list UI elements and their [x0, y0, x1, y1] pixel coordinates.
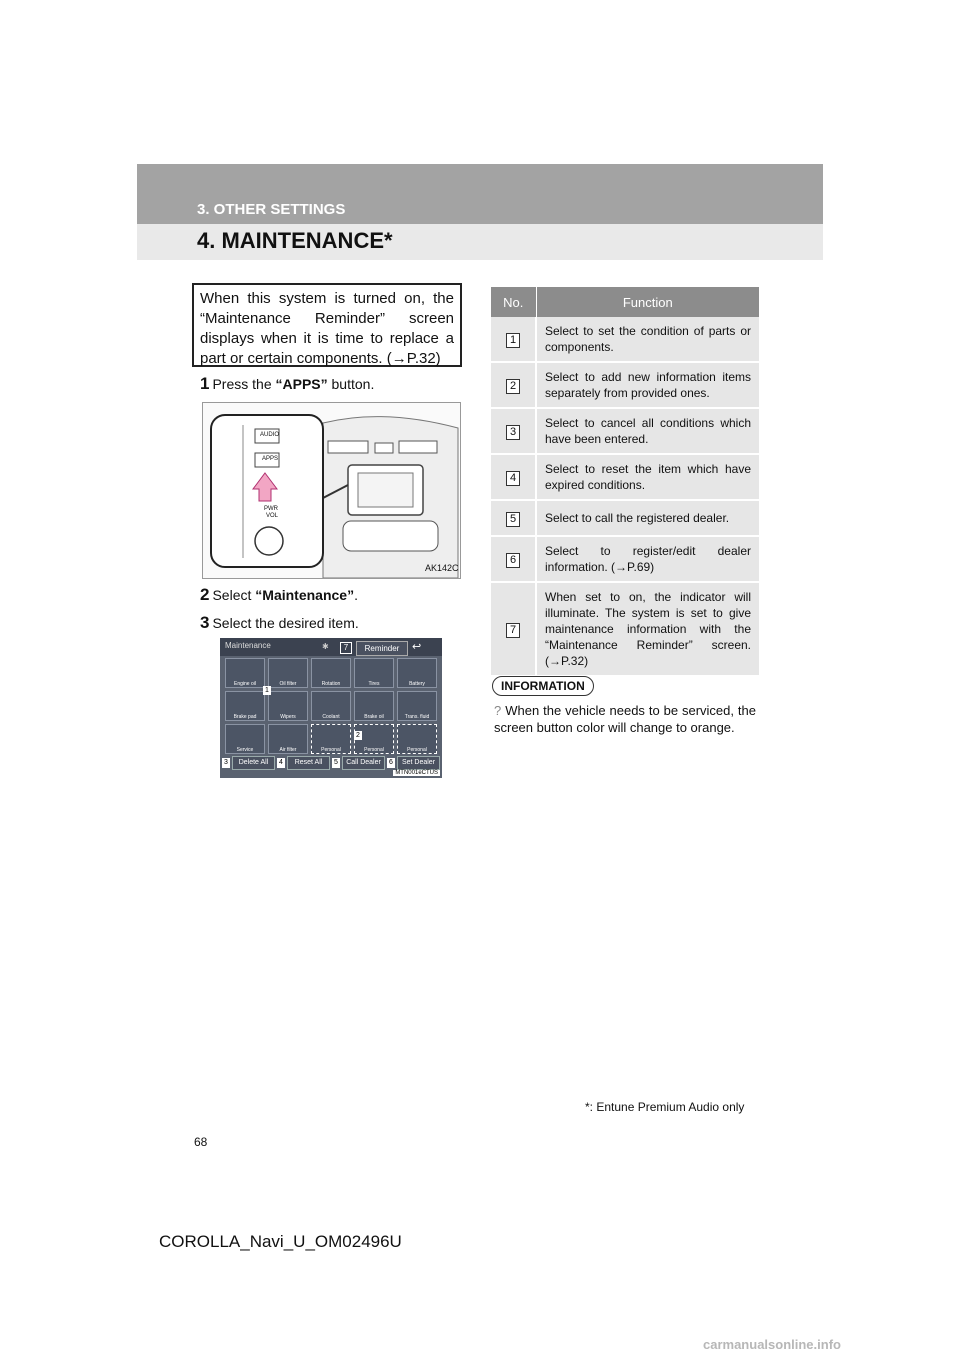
tile-coolant[interactable]: Coolant: [311, 691, 351, 721]
function-table: [491, 287, 759, 677]
tile-trans-fluid[interactable]: Trans. fluid: [397, 691, 437, 721]
callout-3: 3: [222, 758, 230, 768]
table-row: [491, 454, 759, 500]
figure-code: MTN001eCTUS: [395, 770, 438, 776]
reminder-button[interactable]: Reminder: [356, 641, 408, 656]
tile-battery[interactable]: Battery: [397, 658, 437, 688]
call-dealer-button[interactable]: Call Dealer: [342, 756, 385, 770]
item-number: 6: [506, 553, 520, 568]
step-number: 3: [200, 613, 210, 632]
intro-box: When this system is turned on, the “Maintenance Reminder” screen displays when it is time to replace a part or certain components. (→P.32): [192, 283, 462, 367]
tile-personal[interactable]: Personal: [354, 724, 394, 754]
tile-wipers[interactable]: Wipers: [268, 691, 308, 721]
tile-rotation[interactable]: Rotation: [311, 658, 351, 688]
bullet: ?: [494, 703, 502, 718]
tile-personal[interactable]: Personal: [311, 724, 351, 754]
tile-engine-oil[interactable]: Engine oil: [225, 658, 265, 688]
function-text: When set to on, the indicator will illuminate. The system is set to give maintenance information with the “Maintenance Reminder” screen. (→P.32): [536, 582, 759, 676]
table-row: [491, 362, 759, 408]
pwr-label: PWR: [264, 506, 278, 512]
table-row: [491, 582, 759, 676]
tile-air-filter[interactable]: Air filter: [268, 724, 308, 754]
item-number: 7: [506, 623, 520, 638]
figure-code: AK142C: [425, 563, 459, 573]
item-number: 1: [506, 333, 520, 348]
tile-brake-oil[interactable]: Brake oil: [354, 691, 394, 721]
back-arrow-icon[interactable]: ↩: [412, 641, 422, 653]
information-badge: INFORMATION: [492, 676, 594, 696]
callout-2: 2: [354, 731, 362, 740]
dashboard-figure: [202, 402, 461, 579]
apps-button-label: APPS: [262, 456, 279, 462]
callout-6: 6: [387, 758, 395, 768]
table-row: [491, 500, 759, 536]
function-text: Select to reset the item which have expired conditions.: [536, 454, 759, 500]
watermark: carmanualsonline.info: [703, 1337, 841, 1352]
callout-5: 5: [332, 758, 340, 768]
screen-title: Maintenance: [225, 641, 271, 650]
step-1: 1 Press the “APPS” button.: [200, 374, 375, 393]
reset-all-button[interactable]: Reset All: [287, 756, 330, 770]
column-header-no: No.: [491, 287, 536, 317]
table-row: [491, 317, 759, 362]
item-number: 5: [506, 512, 520, 527]
callout-7: 7: [340, 642, 352, 654]
bluetooth-icon: ✱: [322, 642, 329, 651]
tile-grid: [225, 658, 437, 756]
callout-1: 1: [263, 686, 271, 695]
step-number: 1: [200, 374, 210, 393]
table-row: [491, 408, 759, 454]
tile-brake-pad[interactable]: Brake pad: [225, 691, 265, 721]
tile-service[interactable]: Service: [225, 724, 265, 754]
maintenance-screen-figure: [220, 638, 442, 778]
table-row: [491, 536, 759, 582]
step-3: 3 Select the desired item.: [200, 613, 359, 632]
item-number: 4: [506, 471, 520, 486]
section-label: 3. OTHER SETTINGS: [197, 201, 346, 218]
function-text: Select to call the registered dealer.: [536, 500, 759, 536]
bottom-button-bar: [220, 756, 442, 770]
information-text: ? When the vehicle needs to be serviced, the screen button color will change to orange.: [494, 703, 756, 735]
vol-label: VOL: [266, 513, 279, 519]
callout-4: 4: [277, 758, 285, 768]
item-number: 2: [506, 379, 520, 394]
tile-tires[interactable]: Tires: [354, 658, 394, 688]
dashboard-illustration: [203, 403, 460, 578]
column-header-function: Function: [536, 287, 759, 317]
step-number: 2: [200, 585, 210, 604]
step-2: 2 Select “Maintenance”.: [200, 585, 358, 604]
function-text: Select to cancel all conditions which have been entered.: [536, 408, 759, 454]
audio-button-label: AUDIO: [260, 432, 280, 438]
set-dealer-button[interactable]: Set Dealer: [397, 756, 440, 770]
function-text: Select to add new information items separately from provided ones.: [536, 362, 759, 408]
function-text: Select to set the condition of parts or components.: [536, 317, 759, 362]
chapter-title: 4. MAINTENANCE*: [197, 228, 393, 253]
document-code: COROLLA_Navi_U_OM02496U: [159, 1232, 402, 1251]
tile-personal[interactable]: Personal: [397, 724, 437, 754]
item-number: 3: [506, 425, 520, 440]
page-number: 68: [194, 1135, 208, 1149]
footnote: *: Entune Premium Audio only: [585, 1100, 745, 1114]
function-text: Select to register/edit dealer information. (→P.69): [536, 536, 759, 582]
tile-oil-filter[interactable]: Oil filter: [268, 658, 308, 688]
delete-all-button[interactable]: Delete All: [232, 756, 275, 770]
